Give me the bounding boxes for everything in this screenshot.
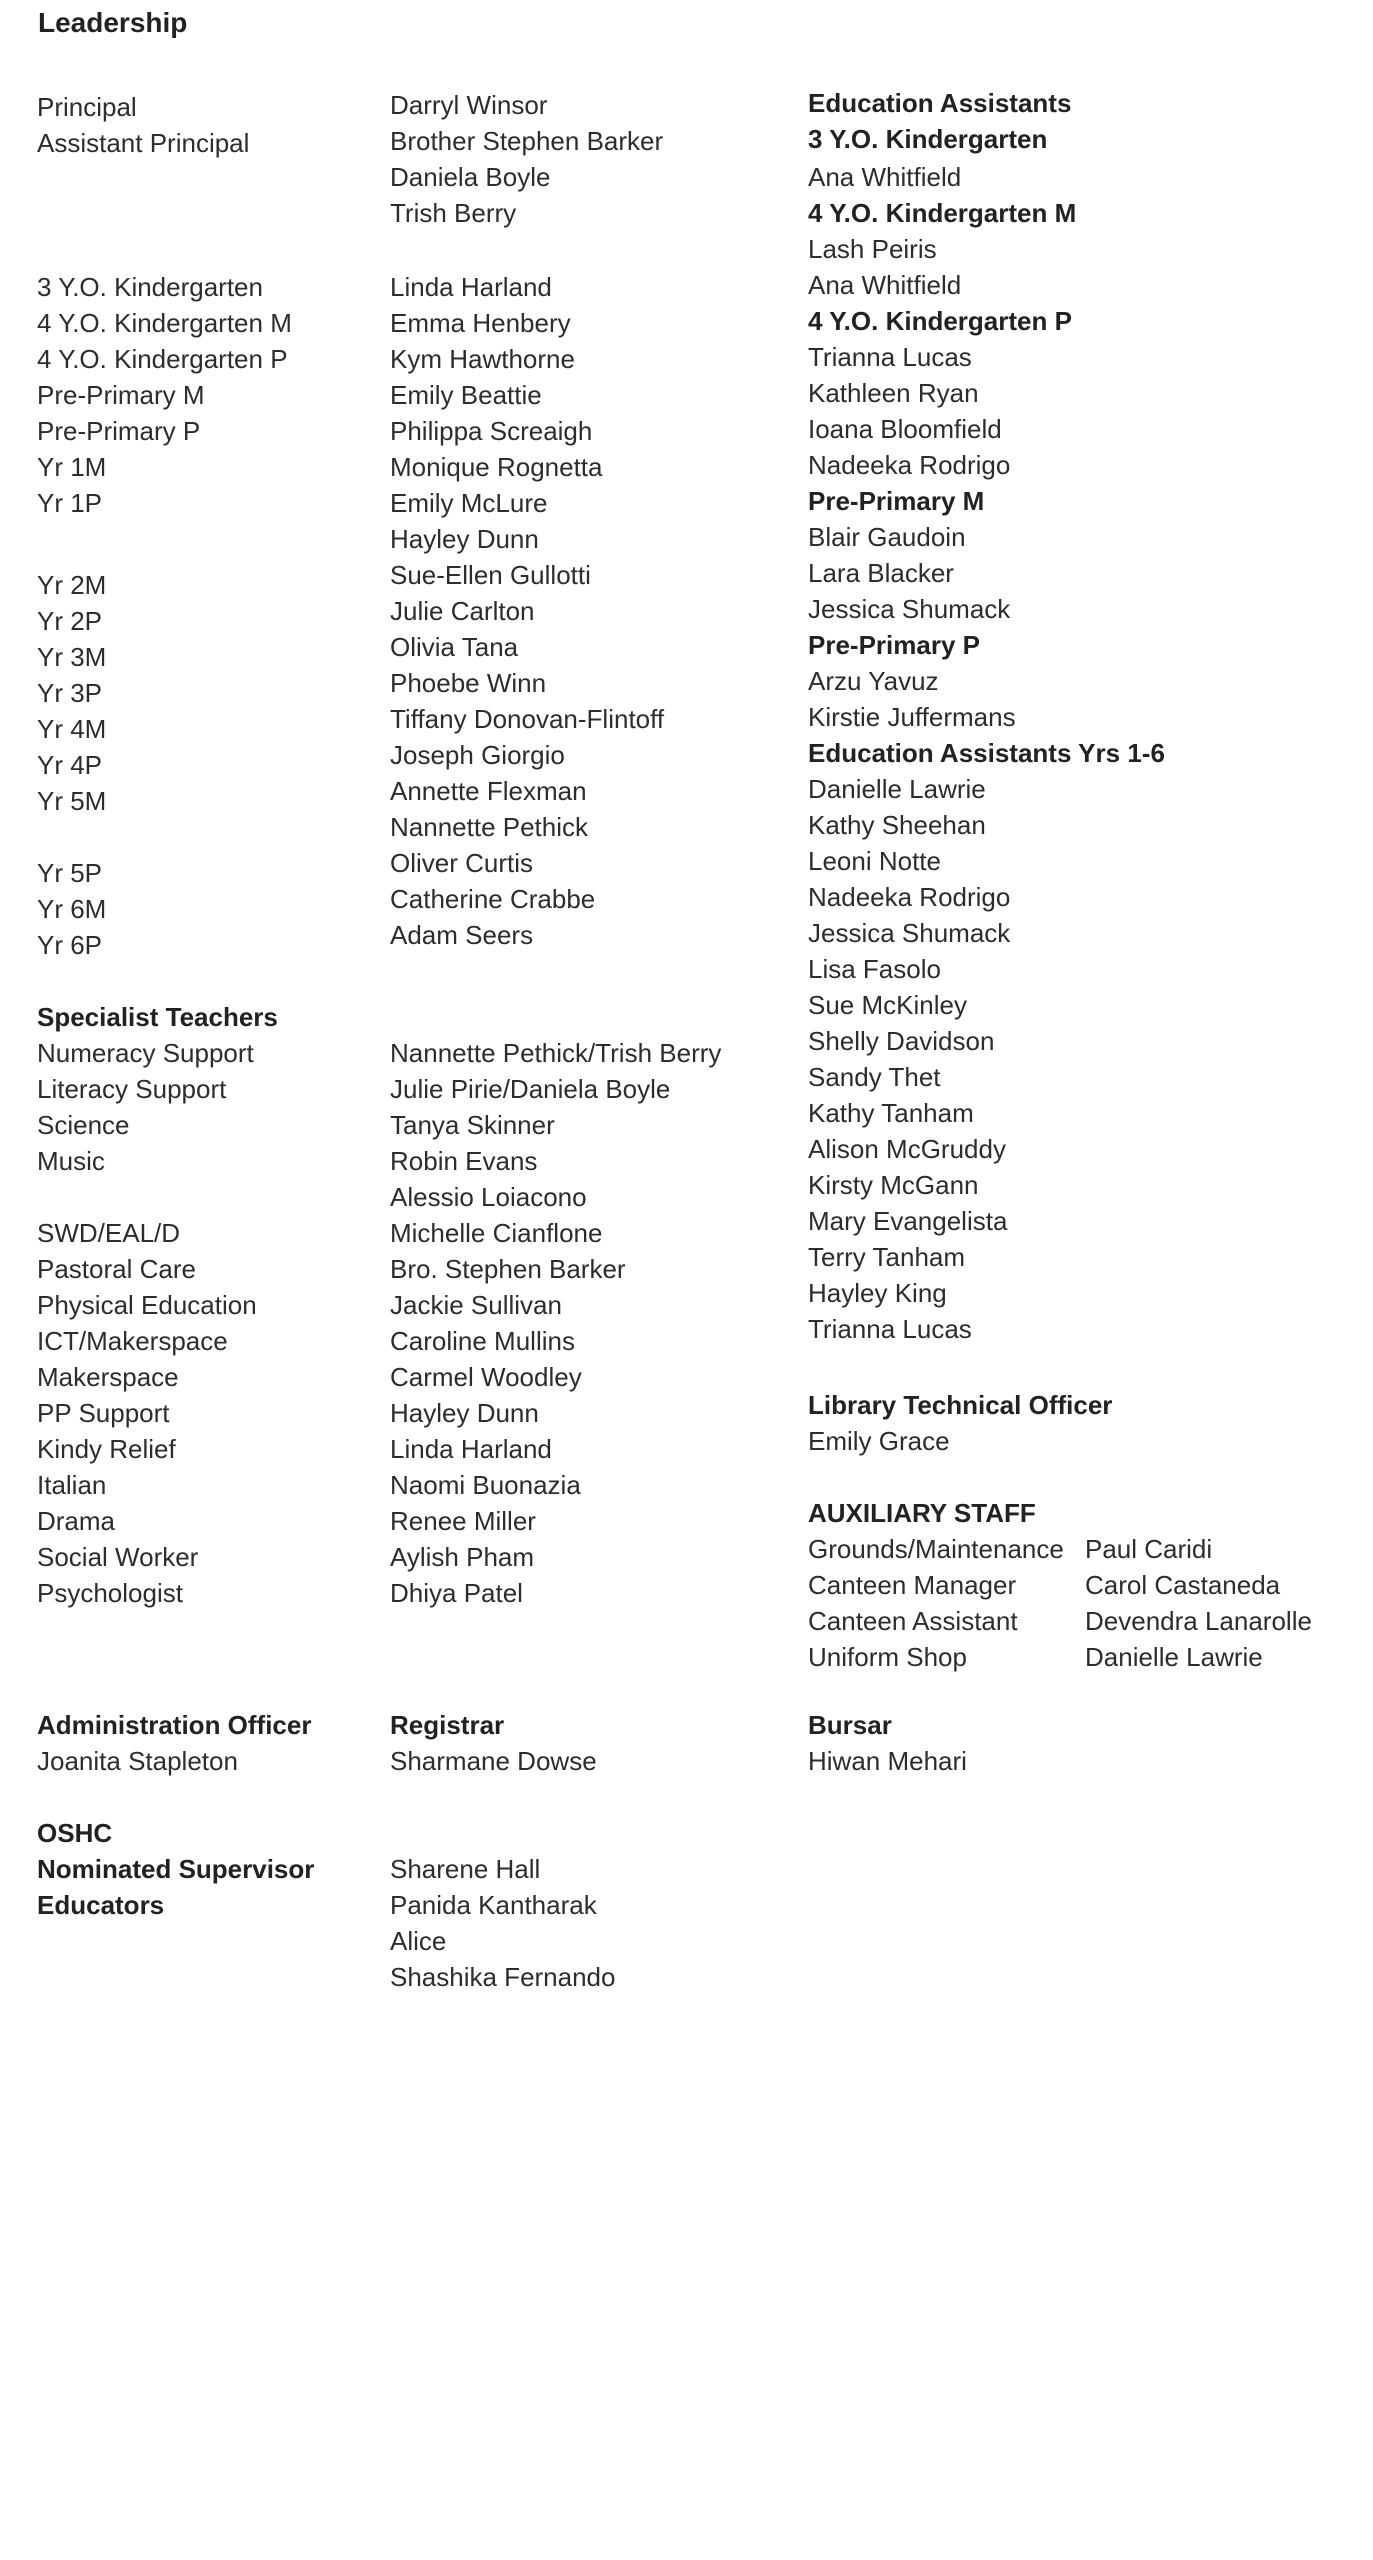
assistant-item: Hiwan Mehari [808,1746,967,1776]
staff-name-item: Alessio Loiacono [390,1182,587,1212]
assistant-heading: 3 Y.O. Kindergarten [808,124,1048,154]
assistant-item: Arzu Yavuz [808,666,939,696]
assistant-item: Lisa Fasolo [808,954,941,984]
role-label-item: Joanita Stapleton [37,1746,238,1776]
assistant-item: Ana Whitfield [808,162,962,192]
assistant-heading: Library Technical Officer [808,1390,1113,1420]
assistant-item: Nadeeka Rodrigo [808,450,1011,480]
staff-name-item: Bro. Stephen Barker [390,1254,626,1284]
staff-name-item: Julie Carlton [390,596,535,626]
staff-name-item: Emily McLure [390,488,548,518]
role-label-item: Assistant Principal [37,128,250,158]
assistant-item: Lara Blacker [808,558,954,588]
assistant-item: Ioana Bloomfield [808,414,1002,444]
staff-name-item: Adam Seers [390,920,534,950]
staff-name-item: Shashika Fernando [390,1962,616,1992]
staff-name-item: Robin Evans [390,1146,538,1176]
role-label-item: SWD/EAL/D [37,1218,181,1248]
staff-name-item: Joseph Giorgio [390,740,565,770]
staff-name-item: Caroline Mullins [390,1326,575,1356]
role-label-item: Principal [37,92,137,122]
assistant-item: Danielle Lawrie [808,774,986,804]
staff-name-item: Kym Hawthorne [390,344,575,374]
role-label-item: Kindy Relief [37,1434,176,1464]
staff-name-heading: Registrar [390,1710,505,1740]
role-label-heading: Educators [37,1890,165,1920]
role-label-item: ICT/Makerspace [37,1326,228,1356]
staff-name-item: Nannette Pethick [390,812,589,842]
role-label-item: Pre-Primary P [37,416,201,446]
assistant-item: Lash Peiris [808,234,937,264]
role-label-item: Literacy Support [37,1074,227,1104]
assistant-heading: Education Assistants [808,88,1072,118]
assistant-heading: Education Assistants Yrs 1-6 [808,738,1165,768]
staff-name-item: Michelle Cianflone [390,1218,603,1248]
assistant-heading: 4 Y.O. Kindergarten P [808,306,1072,336]
role-label-item: Makerspace [37,1362,179,1392]
role-label-item: Numeracy Support [37,1038,254,1068]
staff-name-item: Julie Pirie/Daniela Boyle [390,1074,671,1104]
staff-name-item: Annette Flexman [390,776,587,806]
staff-name-item: Phoebe Winn [390,668,547,698]
assistant-item: Emily Grace [808,1426,950,1456]
role-label-item: Yr 2P [37,606,103,636]
assistant-item: Alison McGruddy [808,1134,1006,1164]
role-label-item: Science [37,1110,130,1140]
assistant-item: Uniform Shop [808,1642,967,1672]
assistant-item: Sue McKinley [808,990,967,1020]
staff-name-item: Olivia Tana [390,632,519,662]
role-label-item: Yr 6M [37,894,107,924]
staff-name-item: Emily Beattie [390,380,542,410]
role-label-item: Yr 1P [37,488,103,518]
staff-name-item: Linda Harland [390,272,552,302]
staff-name-item: Nannette Pethick/Trish Berry [390,1038,722,1068]
role-label-item: Pastoral Care [37,1254,196,1284]
staff-name-item: Linda Harland [390,1434,552,1464]
staff-name-item: Darryl Winsor [390,90,548,120]
role-label-item: PP Support [37,1398,170,1428]
role-label-item: Drama [37,1506,116,1536]
page-title: Leadership [38,7,188,38]
assistant-item: Kathy Sheehan [808,810,986,840]
assistant-item: Shelly Davidson [808,1026,995,1056]
assistant-heading: Pre-Primary M [808,486,985,516]
auxiliary-staff-name-item: Paul Caridi [1085,1534,1213,1564]
auxiliary-staff-name-item: Devendra Lanarolle [1085,1606,1312,1636]
staff-name-item: Monique Rognetta [390,452,603,482]
assistant-item: Kirstie Juffermans [808,702,1016,732]
role-label-heading: Specialist Teachers [37,1002,278,1032]
staff-name-item: Carmel Woodley [390,1362,582,1392]
role-label-item: 4 Y.O. Kindergarten M [37,308,292,338]
role-label-item: Yr 6P [37,930,103,960]
role-label-item: 4 Y.O. Kindergarten P [37,344,288,374]
assistant-heading: 4 Y.O. Kindergarten M [808,198,1077,228]
staff-name-item: Sharene Hall [390,1854,541,1884]
role-label-item: Pre-Primary M [37,380,205,410]
role-label-item: Physical Education [37,1290,257,1320]
role-label-item: Psychologist [37,1578,183,1608]
staff-name-item: Naomi Buonazia [390,1470,581,1500]
auxiliary-staff-name-item: Carol Castaneda [1085,1570,1281,1600]
assistant-item: Trianna Lucas [808,342,972,372]
staff-name-item: Brother Stephen Barker [390,126,664,156]
role-label-item: Yr 3M [37,642,107,672]
role-label-heading: Nominated Supervisor [37,1854,315,1884]
staff-name-item: Sharmane Dowse [390,1746,597,1776]
role-label-item: Yr 4M [37,714,107,744]
staff-name-item: Panida Kantharak [390,1890,597,1920]
staff-name-item: Tanya Skinner [390,1110,555,1140]
assistant-item: Jessica Shumack [808,594,1011,624]
assistant-item: Jessica Shumack [808,918,1011,948]
staff-name-item: Hayley Dunn [390,1398,539,1428]
role-label-item: Yr 3P [37,678,103,708]
role-label-item: Yr 5M [37,786,107,816]
assistant-item: Leoni Notte [808,846,941,876]
assistant-item: Hayley King [808,1278,947,1308]
staff-name-item: Catherine Crabbe [390,884,596,914]
assistant-heading: Pre-Primary P [808,630,980,660]
role-label-item: Social Worker [37,1542,199,1572]
staff-name-item: Daniela Boyle [390,162,551,192]
staff-name-item: Renee Miller [390,1506,536,1536]
role-label-heading: OSHC [37,1818,113,1848]
assistant-item: Blair Gaudoin [808,522,966,552]
assistant-item: Kirsty McGann [808,1170,979,1200]
assistant-item: Terry Tanham [808,1242,966,1272]
staff-name-item: Dhiya Patel [390,1578,523,1608]
staff-name-item: Emma Henbery [390,308,571,338]
role-label-item: 3 Y.O. Kindergarten [37,272,263,302]
staff-name-item: Jackie Sullivan [390,1290,562,1320]
role-label-item: Yr 2M [37,570,107,600]
assistant-item: Sandy Thet [808,1062,941,1092]
assistant-item: Canteen Assistant [808,1606,1018,1636]
assistant-heading: Bursar [808,1710,892,1740]
staff-name-item: Alice [390,1926,447,1956]
role-label-item: Yr 5P [37,858,103,888]
role-label-item: Yr 1M [37,452,107,482]
role-label-heading: Administration Officer [37,1710,312,1740]
assistant-item: Nadeeka Rodrigo [808,882,1011,912]
staff-name-item: Aylish Pham [390,1542,535,1572]
role-label-item: Music [37,1146,105,1176]
staff-name-item: Tiffany Donovan-Flintoff [390,704,665,734]
staff-name-item: Trish Berry [390,198,517,228]
staff-name-item: Oliver Curtis [390,848,534,878]
role-label-item: Yr 4P [37,750,103,780]
staff-name-item: Hayley Dunn [390,524,539,554]
assistant-item: Canteen Manager [808,1570,1017,1600]
assistant-item: Grounds/Maintenance [808,1534,1064,1564]
auxiliary-staff-name-item: Danielle Lawrie [1085,1642,1263,1672]
assistant-item: Kathleen Ryan [808,378,979,408]
assistant-item: Ana Whitfield [808,270,962,300]
assistant-item: Mary Evangelista [808,1206,1008,1236]
staff-name-item: Philippa Screaigh [390,416,593,446]
role-label-item: Italian [37,1470,107,1500]
assistant-heading: AUXILIARY STAFF [808,1498,1036,1528]
assistant-item: Kathy Tanham [808,1098,974,1128]
staff-name-item: Sue-Ellen Gullotti [390,560,591,590]
assistant-item: Trianna Lucas [808,1314,972,1344]
